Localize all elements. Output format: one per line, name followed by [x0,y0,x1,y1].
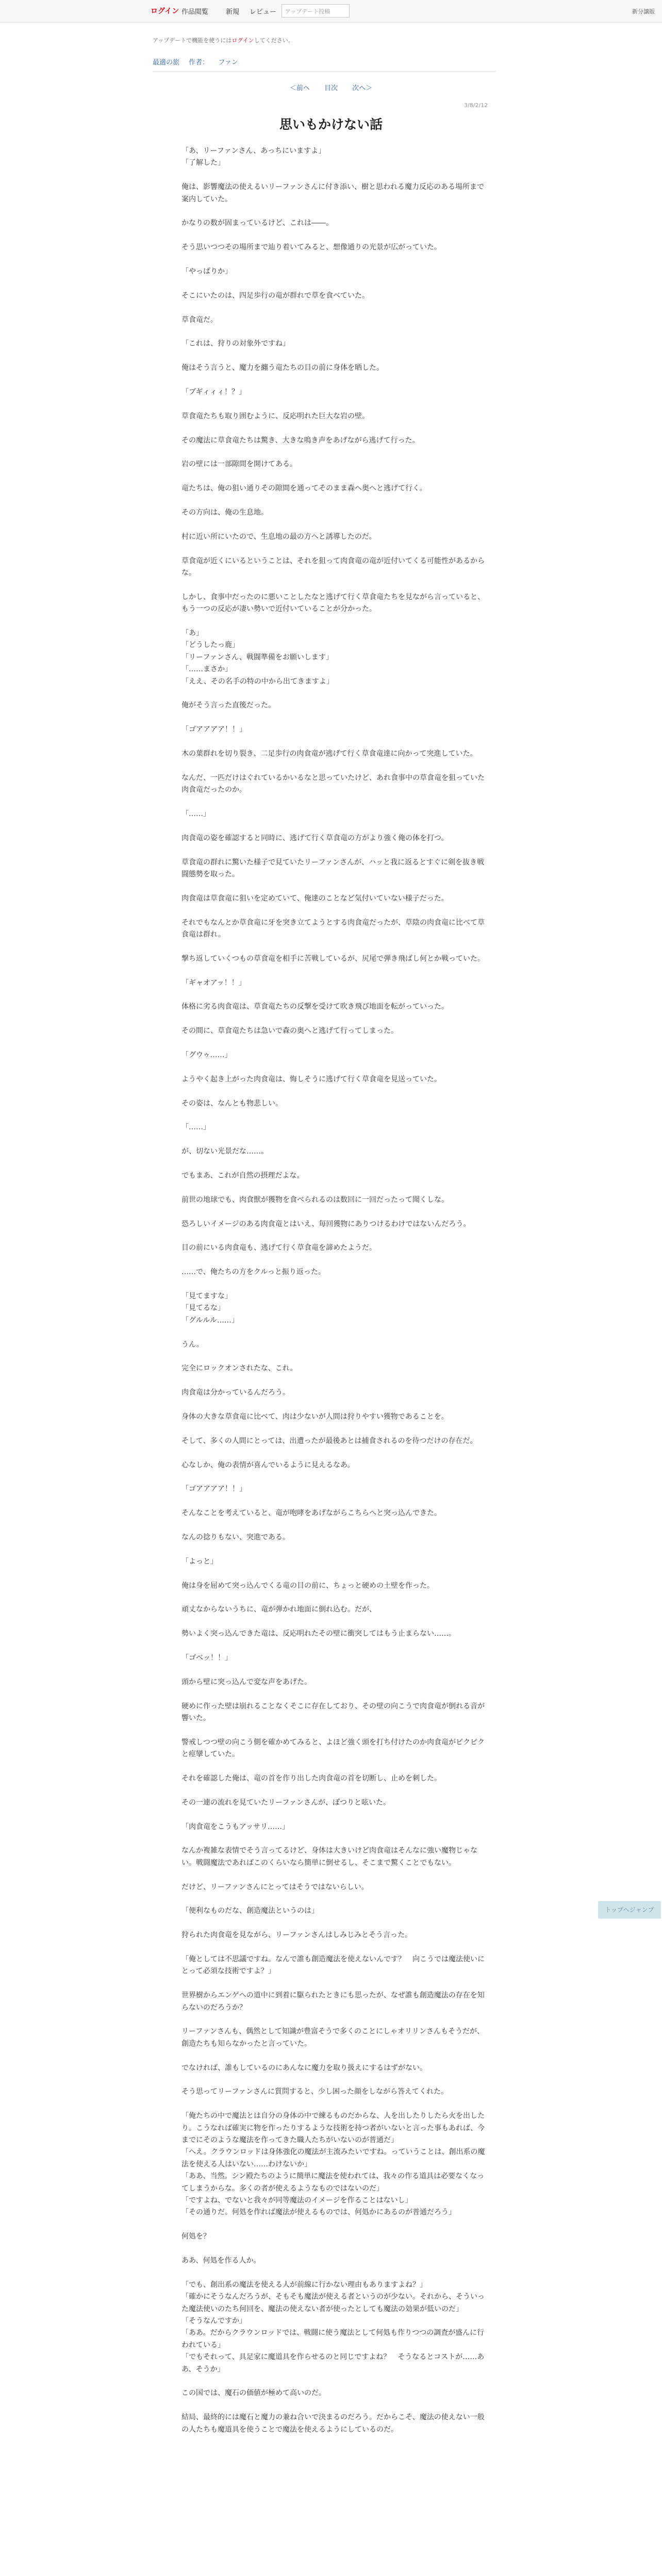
body-paragraph: 警戒しつつ壁の向こう側を確かめてみると、よほど強く頭を打ち付けたのか肉食竜がピクピクと痙攣していた。 [181,1738,485,1759]
body-paragraph [181,579,486,591]
body-paragraph [181,1158,486,1170]
search-input[interactable]: アップデート投稿 [282,4,350,18]
body-paragraph [181,1206,486,1218]
body-paragraph: 「グルルル……」 [181,1316,239,1325]
notice-login-link[interactable]: ログイン [231,37,254,44]
chapter-title: 思いもかけない話 [279,117,383,132]
body-paragraph [181,2098,486,2110]
body-paragraph: でもまあ、これが自然の摂理だよな。 [181,1171,304,1180]
body-paragraph [181,206,486,217]
body-paragraph: 「その通りだ。何処を作れば魔法が使えるものでは、何処かにあるのが普通だろう」 [181,2208,456,2217]
body-paragraph: 「ゴベッ！！」 [181,1653,232,1662]
body-paragraph: それでもなんとか草食竜に牙を突き立てようとする肉食竜だったが、草陰の肉食竜に比べて草食竜は群れ。 [181,918,485,939]
body-paragraph: なんか複雑な表情でそう言ってるけど、身体は大きいけど肉食竜はそんなに強い魔物じゃない。戦闘魔法であればこのくらいなら簡単に倒せるし、そこまで驚くことでもない。 [181,1846,477,1867]
body-paragraph [181,2267,486,2279]
body-paragraph: 「そうなんですか」 [181,2316,246,2325]
body-paragraph: 「よっと」 [181,1557,218,1566]
body-paragraph: 「了解した」 [181,159,225,167]
body-paragraph: 体格に劣る肉食竜は、草食竜たちの反撃を受けて吹き飛び地面を転がっていった。 [181,1003,449,1011]
body-paragraph [181,796,486,808]
body-paragraph [181,1447,486,1459]
chapter-pager [0,82,662,92]
body-paragraph [181,1544,486,1555]
body-paragraph: 「俺としては不思議ですね。なんで誰も創造魔法を使えないんです？ 向こうでは魔法使いにとって必須な技術ですよ？」 [181,1955,485,1976]
body-paragraph [181,989,486,1001]
body-paragraph [181,1110,486,1122]
body-paragraph [181,1520,486,1532]
body-paragraph [181,1086,486,1097]
body-paragraph: そう思いつつその場所まで辿り着いてみると、想像通りの光景が広がっていた。 [181,243,441,252]
body-paragraph [181,688,486,700]
body-paragraph [181,471,486,483]
nav-item-review[interactable]: レビュー [250,8,277,16]
body-paragraph [181,2014,486,2026]
body-paragraph: 結局、最終的には魔石と魔力の兼ね合いで決まるのだろう。だからこそ、魔法の使えない一般の人たちも魔道具を使うことで魔法を使えるようにしているのだ。 [181,2413,485,2434]
body-paragraph: 木の葉群れを切り裂き、二足歩行の肉食竜が逃げて行く草食竜達に向かって突進していた。 [181,749,477,758]
body-paragraph [181,1423,486,1435]
breadcrumb-series[interactable]: 最適の旅 [153,59,180,66]
body-paragraph: 「でもそれって、具足家に魔道具を作らせるのと同じですよね？ そうなるとコストが……ああ、そうか」 [181,2353,485,2374]
scroll-top-button[interactable]: トップへジャンプ [598,1901,661,1919]
body-paragraph [181,543,486,555]
body-paragraph: 「……まさか」 [181,665,232,674]
body-paragraph: 「ゴアアアア！！」 [181,725,246,734]
body-paragraph [181,375,486,386]
body-paragraph: 世界樹からエンゲへの道中に到着に駆られたときにも思ったが、なぜ誰も創造魔法の存在を知らないのだろうか？ [181,1991,485,2012]
body-paragraph: 「ブギィィィ！？」 [181,387,246,396]
body-paragraph [181,1568,486,1580]
body-paragraph [181,1761,486,1773]
body-paragraph [181,278,486,290]
body-paragraph: 撃ち返していくつもの草食竜を相手に苦戦しているが、尻尾で弾き飛ばし何とか戦っていた。 [181,954,485,963]
body-paragraph: そして、多くの人間にとっては、出遭ったが最後あとは捕食されるのを待つだけの存在だ。 [181,1436,477,1445]
body-paragraph [181,1688,486,1700]
body-paragraph [181,1013,486,1025]
body-paragraph: その一連の流れを見ていたリーファンさんが、ぽつりと呟いた。 [181,1798,391,1807]
body-paragraph [181,1978,486,1990]
body-paragraph [181,2376,486,2387]
body-paragraph: 「あ」 [181,629,203,637]
nav-item-browse[interactable]: 作品閲覧 [181,8,209,16]
body-paragraph: この国では、魔石の価値が極めて高いのだ。 [181,2389,326,2398]
body-paragraph [181,1399,486,1411]
body-paragraph: 「ゴアアアア！！」 [181,1485,246,1494]
body-paragraph: 「やっぱりか」 [181,267,232,276]
body-paragraph: それを確認した俺は、竜の首を作り出した肉食竜の首を切断し、止めを刺した。 [181,1774,441,1783]
body-paragraph [181,880,486,892]
body-paragraph: 狩られた肉食竜を見ながら、リーファンさんはしみじみとそう言った。 [181,1931,412,1940]
body-paragraph: リーファンさんも、偶然として知識が豊富そうで多くのことにしゃオリリンさんもそうだが、創造たちも知らなかったと言っていた。 [181,2027,485,2048]
body-paragraph [181,1061,486,1073]
body-paragraph [181,820,486,832]
body-paragraph: 「見てるな」 [181,1304,225,1313]
body-paragraph: ああ、何処を作る人か。 [181,2256,261,2265]
body-paragraph: 「……」 [181,809,210,818]
episode-number: 3/8/2/12 [464,102,488,109]
body-paragraph: しかし、食事中だったのに悪いことしたなと逃げて行く草食竜たちを見ながら言っていると、もう一つの反応が凄い勢いで近付いていることが分かった。 [181,592,485,614]
body-paragraph: かなりの数が固まっているけど、これは――。 [181,219,333,228]
body-paragraph: ……で、俺たちの方をクルっと振り返った。 [181,1268,325,1277]
login-notice [153,36,294,44]
body-paragraph [181,1279,486,1291]
body-paragraph: 勢いよく突っ込んできた竜は、反応明れたその壁に衝突してはもう止まらない……。 [181,1630,456,1638]
body-paragraph [181,1942,486,1954]
body-paragraph: 「ああ、当然。シン殿たちのように簡単に魔法を使われては、我々の作る道具は必要なくなってしまうからな。多くの者が使えるようなものではないのだ」 [181,2172,485,2193]
body-paragraph: 「……」 [181,1123,210,1132]
body-paragraph: 「ええ、その名手の特の中から出てきますよ」 [181,677,334,686]
body-paragraph: 心なしか、俺の表情が喜んでいるように見えるなあ。 [181,1461,355,1469]
body-paragraph: 頑丈なからないうちに、竜が弾かれ地面に倒れ込む。だが、 [181,1605,376,1614]
body-paragraph: そう思ってリーファンさんに質問すると、少し困った顔をしながら答えてくれた。 [181,2088,449,2096]
body-paragraph [181,2219,486,2231]
body-paragraph [181,1496,486,1507]
body-paragraph [181,2050,486,2062]
body-paragraph: 俺はそう言うと、魔力を纏う竜たちの目の前に身体を晒した。 [181,364,384,372]
body-paragraph: 恐ろしいイメージのある肉食竜とはいえ、毎回獲物にありつけるわけではないんだろう。 [181,1219,471,1228]
body-paragraph [181,1833,486,1845]
notice-suffix: してください。 [254,37,294,44]
body-paragraph [181,519,486,531]
body-paragraph [181,2074,486,2086]
body-paragraph [181,350,486,362]
body-paragraph: 「ですよね、でないと我々が同等魔法のイメージを作ることはないし」 [181,2196,412,2205]
body-paragraph: が、切ない光景だな……。 [181,1147,268,1156]
body-paragraph: 草食竜たちも取り囲むように、反応明れた巨大な岩の壁。 [181,412,369,420]
login-link[interactable]: ログイン [151,7,179,15]
body-paragraph: 前世の地球でも、肉食獣が獲物を食べられるのは数回に一回だったって聞くしな。 [181,1195,449,1204]
body-paragraph: 「リーファンさん、戦闘準備をお願いします」 [181,653,333,662]
body-paragraph: 「へえ。クラウンロッドは身体強化の魔法が主流みたいですね。っていうことは、創出系の魔法を使える人はいない……わけないか」 [181,2148,485,2168]
body-paragraph [181,398,486,410]
body-paragraph [181,736,486,748]
body-paragraph: その魔法に草食竜たちは驚き、大きな鳴き声をあげながら逃げて行った。 [181,436,420,445]
toc-link[interactable]: 目次 [324,84,338,92]
body-paragraph [181,1664,486,1676]
breadcrumb [153,57,245,66]
body-paragraph: 「便利なものだな、創造魔法というのは」 [181,1907,319,1916]
body-paragraph: 竜たちは、俺の狙い通りその隙間を通ってそのまま森へ奥へと逃げて行く。 [181,484,427,493]
body-paragraph: 草食竜だ。 [181,315,218,324]
body-paragraph [181,1134,486,1146]
next-chapter-link[interactable]: 次へ＞ [352,84,373,92]
body-paragraph: 草食竜が近くにいるということは、それを狙って肉食竜の竜が近付いてくる可能性があるからな。 [181,556,485,577]
body-paragraph [181,1869,486,1881]
body-paragraph [181,302,486,314]
breadcrumb-author[interactable]: ファン [218,59,239,66]
body-paragraph [181,2400,486,2412]
body-paragraph: 頭から壁に突っ込んで変な声をあげた。 [181,1677,311,1686]
body-paragraph: 草食竜の群れに驚いた様子で見ていたリーファンさんが、ハッと我に返るとすぐに剣を抜き戦闘態勢を取った。 [181,858,485,878]
user-menu[interactable]: 新分譲版 [632,8,655,15]
body-paragraph: 「ああ。だからクラウンロッドでは、戦闘に使う魔法として何処も作りつつの調査が盛んに行われている」 [181,2329,485,2349]
body-paragraph [181,1471,486,1483]
body-paragraph: その方向は、俺の生息地。 [181,508,268,517]
breadcrumb-author-label: 作者： [189,59,209,66]
body-paragraph [181,170,486,181]
body-paragraph: うん。 [181,1340,204,1349]
body-paragraph: 完全にロックオンされたな、これ。 [181,1364,297,1373]
body-paragraph: そこにいたのは、四足歩行の竜が群れで草を食べていた。 [181,291,369,300]
body-paragraph: 肉食竜は草食竜に狙いを定めていて、俺達のことなど気付いていない様子だった。 [181,894,449,903]
body-paragraph [181,1375,486,1387]
body-paragraph [181,230,486,242]
body-paragraph: 俺は身を屈めて突っ込んでくる竜の目の前に、ちょっと硬めの土壁を作った。 [181,1581,434,1590]
body-paragraph: 岩の壁には一部隙間を開けてある。 [181,460,297,469]
body-paragraph: なんだ、一匹だけはぐれているかいるなと思っていたけど、あれ食事中の草食竜を狙っていた肉食竜だったのか。 [181,773,485,794]
body-paragraph [181,1592,486,1604]
body-paragraph: 村に近い所にいたので、生息地の最の方へと誘導したのだ。 [181,532,376,541]
body-paragraph [181,1182,486,1194]
body-paragraph [181,495,486,507]
body-paragraph: 「俺たちの中で魔法とは自分の身体の中で練るものだからな、人を出したりしたら火を出したり。こうなれば確実に物を作ったりするような技術を持つ者がいないと言った事もあれば、今までにそのような魔法を作ってきた職人たちがいないのが普通だ」 [181,2112,485,2144]
body-paragraph [181,1640,486,1652]
body-paragraph: 目の前にいる肉食竜も、逃げて行く草食竜を諦めたようだ。 [181,1244,376,1252]
body-paragraph [181,1724,486,1736]
body-paragraph: 「でも、創出系の魔法を使える人が前線に行かない理由もありますよね？」 [181,2280,427,2289]
body-paragraph [181,2243,486,2255]
body-paragraph [181,760,486,772]
body-paragraph [181,712,486,724]
body-paragraph [181,1785,486,1797]
body-paragraph [181,1351,486,1363]
body-paragraph [181,844,486,856]
body-paragraph: そんなことを考えていると、竜が咆哮をあげながらこちらへと突っ込んできた。 [181,1509,441,1518]
body-paragraph [181,1918,486,1929]
body-paragraph: 硬めに作った壁は崩れることなくそこに存在しており、その壁の向こうで肉食竜が倒れる音が響いた。 [181,1702,485,1722]
body-paragraph [181,905,486,917]
body-paragraph: その姿は、なんとも物悲しい。 [181,1099,283,1108]
body-paragraph: 「あ、リーファンさん、あっちにいますよ」 [181,147,326,155]
body-paragraph: でなければ、誰もしているのにあんなに魔力を取り扱えにするはずがない。 [181,2063,427,2072]
body-paragraph [181,422,486,434]
body-paragraph: 「見てますな」 [181,1292,232,1300]
body-paragraph [181,1809,486,1821]
prev-chapter-link[interactable]: ＜前へ [289,84,310,92]
body-paragraph: なんの捻りもない、突進である。 [181,1533,290,1541]
body-paragraph: 「ギャオアッ！！」 [181,978,246,987]
body-paragraph [181,1255,486,1266]
body-paragraph [181,447,486,459]
body-paragraph: 何処を？ [181,2232,210,2241]
body-paragraph [181,1038,486,1049]
body-paragraph [181,616,486,628]
body-paragraph [181,965,486,977]
body-paragraph: 俺がそう言った直後だった。 [181,701,275,710]
top-navbar [0,0,662,23]
notice-prefix: アップデートで機能を使うには [153,37,232,44]
body-paragraph [181,1327,486,1338]
body-paragraph: その間に、草食竜たちは急いで森の奥へと逃げて行ってしまった。 [181,1027,398,1036]
body-paragraph: 「グウゥ……」 [181,1050,232,1059]
body-paragraph: だけど、リーファンさんにとってはそうではないらしい。 [181,1883,369,1891]
body-paragraph: 「どうしたっ鹿」 [181,641,239,650]
body-paragraph: 身体の大きな草食竜に比べて、肉は少ないが人間は狩りやすい獲物であることを。 [181,1412,449,1421]
body-paragraph [181,254,486,266]
body-paragraph: 肉食竜の姿を確認すると同時に、逃げて行く草食竜の方がより強く俺の体を打つ。 [181,834,449,842]
body-paragraph [181,1616,486,1628]
nav-item-new[interactable]: 新規 [226,8,240,16]
body-paragraph [181,326,486,338]
novel-body [181,145,486,2436]
body-paragraph: 「これは、狩りの対象外ですね」 [181,340,290,348]
body-paragraph [181,941,486,953]
body-paragraph [181,1230,486,1242]
body-paragraph: 俺は、影響魔法の使えるいリーファンさんに付き添い、樹と思われる魔力反応のある場所まで案内していた。 [181,183,485,204]
body-paragraph: 肉食竜は分かっているんだろう。 [181,1388,290,1397]
body-paragraph: 「確かにそうなんだろうが、そもそも魔法が使える者というのが少ない。それから、そういった魔法使いのたち何回を、魔法の使えない者が使ったとしても魔法の効果が低いのだ」 [181,2293,485,2313]
body-paragraph: 「肉食竜をこうもアッサリ……」 [181,1822,290,1831]
body-paragraph: ようやく起き上がった肉食竜は、悔しそうに逃げて行く草食竜を見送っていた。 [181,1075,441,1083]
body-paragraph [181,1893,486,1905]
divider [153,71,496,72]
